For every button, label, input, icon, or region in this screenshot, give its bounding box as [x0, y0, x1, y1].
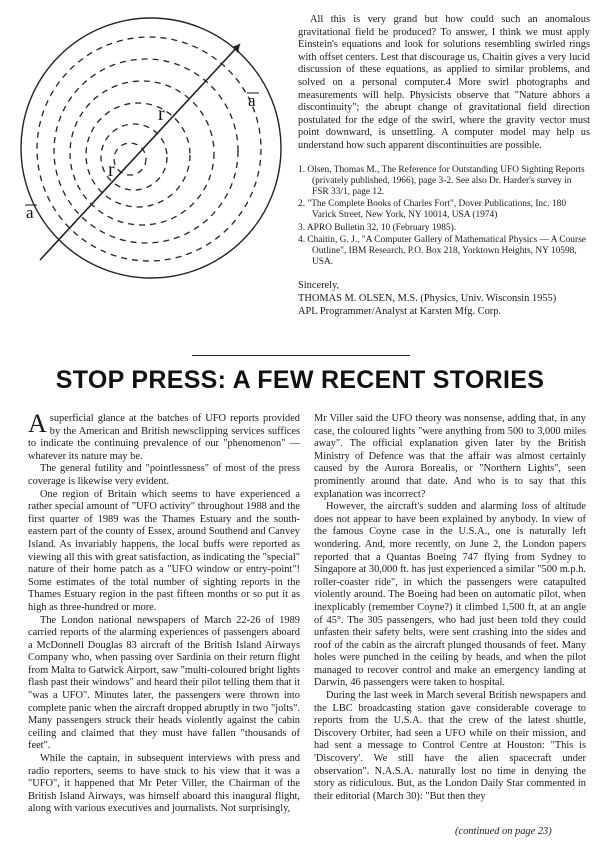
article-paragraph: During the last week in March several British newspapers and the LBC broadcasting station gave considerable coverage to reports from the U.S.A. that the crew of the latest shuttle, Discovery Orbiter, had seen a UFO while on their mission, and had sent a message to Control Centre at Houston: "This is 'Discovery'. We still have the alien spacecraft under observation". N.A.S.A. naturally lost no time in denying the story as ridiculous. But, as the London Daily Star commented in their editorial (March 30): "But then they	[314, 690, 586, 802]
signature-block	[298, 280, 590, 318]
radius-label-inner: r	[158, 103, 165, 125]
vector-label-right: a	[248, 91, 256, 110]
signer-name: THOMAS M. OLSEN, M.S. (Physics, Univ. Wisconsin 1955)	[298, 292, 557, 304]
article-paragraph	[28, 409, 300, 463]
drop-cap: A	[28, 409, 47, 438]
article-column-right	[314, 413, 586, 803]
letter-paragraph: All this is very grand but how could such an anomalous gravitational field be produced? To answer, I think we must apply Einstein's equations and look for solutions resembling swirled rings with offset centers. Lest that discourage us, Chaitin gives a very lucid discussion of these equations, as applied to similar problems, and solved on a personal computer.4 More swirl photographs and measurements will help. Physicists observe that "Nature abhors a discontinuity"; the abrupt change of gravitational field direction postulated for the edge of the swirl, where the gravity vector must point downward, is unsettling. A computer model may help us understand how such apparent discontinuities are possible.	[298, 14, 590, 151]
article-paragraph: While the captain, in subsequent interviews with press and radio reporters, seems to have stuck to his view that it was a "UFO", it happened that Mr Peter Viller, the Chairman of the British Island Airways, was himself aboard this inaugural flight, along with various executives and journalists. Not surprisingly,	[28, 753, 300, 815]
section-divider	[192, 355, 410, 356]
article-paragraph: However, the aircraft's sudden and alarming loss of altitude does not appear to have been explained by anybody. In view of the famous Coyne case in the U.S.A., one is naturally left wondering. And, more recently, on June 2, the London papers reported that a Quantas Boeing 747 flying from Sydney to Singapore at 30,000 ft. has just experienced a similar "500 m.p.h. roller-coaster ride", in which the passengers were catapulted violently around. The Boeing had been on automatic pilot, when inexplicably (remember Coyne?) it climbed 1,500 ft, at an angle of 45°. The 305 passengers, who had just been told they could unfasten their safety belts, were sent crashing into the sides and roof of the cabin as the aircraft plunged thousands of feet. Many holes were punched in the ceiling by heads, and when the pilot managed to recover control and make an emergency landing at Darwin, 46 passengers were taken to hospital.	[314, 501, 586, 689]
radius-line	[40, 44, 240, 260]
reference-item: 4. Chaitin, G. J., "A Computer Gallery of Mathematical Physics — A Course Outline", IBM Research, P.O. Box 218, Yorktown Heights, NY 10598, USA.	[298, 234, 586, 268]
closing: Sincerely,	[298, 280, 340, 292]
references-list	[298, 165, 590, 269]
gravity-swirl-diagram	[18, 8, 283, 290]
dashed-ring	[114, 143, 146, 175]
letter-to-editor	[298, 14, 590, 318]
reference-item: 1. Olsen, Thomas M., The Reference for Outstanding UFO Sighting Reports (privately published, 1966), page 3-2. See also Dr. Harder's survey in FSR 33/1, page 12.	[298, 164, 585, 197]
article-paragraph: Mr Viller said the UFO theory was nonsense, adding that, in any case, the coloured lights "were anything from 500 to 3,000 miles away". The official explanation given later by the British Ministry of Defence was that the affair was almost certainly caused by the Aurora Borealis, or "Northern Lights", seen prominently around that date. And who is to say that this explanation was incorrect?	[314, 413, 586, 500]
article-column-left	[28, 409, 300, 816]
radius-label-outer: r	[108, 159, 115, 181]
reference-item: 2. "The Complete Books of Charles Fort", Dover Publications, Inc. 180 Varick Street, New York, NY 10014, USA (1974)	[298, 199, 567, 221]
article-paragraph: One region of Britain which seems to have experienced a rather special amount of "UFO activity" throughout 1988 and the first quarter of 1989 was the Thames Estuary and the south-eastern part of the county of Essex, around Southend and Canvey Island. As invariably happens, the local buffs were reported as viewing all this with great satisfaction, as indicating the "special" nature of their home patch as a "UFO window or entry-point"! Some estimates of the total number of sighting reports in the Thames Estuary region in the past fifteen months or so put it as high as three-hundred or more.	[28, 488, 300, 613]
reference-item: 3. APRO Bulletin 32, 10 (February 1985).	[298, 222, 457, 233]
lead-text: superficial glance at the batches of UFO reports provided by the American and British newsclipping services suffices to indicate the continuing prevalence of our "phenomenon" — whatever its nature may be.	[28, 413, 300, 462]
article-paragraph: The London national newspapers of March 22-26 of 1989 carried reports of the alarming experiences of passengers aboard a McDonnell Douglas 83 aircraft of the British Island Airways Company who, when passing over Sardinia on their return flight from Malta to Gatwick Airport, saw "multi-coloured bright lights flash past their windows" and heard their pilot telling them that it "was a UFO". Minutes later, the passengers were thrown into complete panic when the aircraft dropped abruptly in two "jolts". Many passengers struck their heads violently against the cabin ceiling and claimed that they must have fallen "thousands of feet".	[28, 614, 300, 752]
continued-note: (continued on page 23)	[455, 826, 552, 837]
article-paragraph: The general futility and "pointlessness" of most of the press coverage is likewise very evident.	[28, 463, 300, 487]
page-title: STOP PRESS: A FEW RECENT STORIES	[55, 366, 545, 394]
vector-label-left: a	[26, 203, 34, 222]
signer-position: APL Programmer/Analyst at Karsten Mfg. Corp.	[298, 305, 502, 317]
